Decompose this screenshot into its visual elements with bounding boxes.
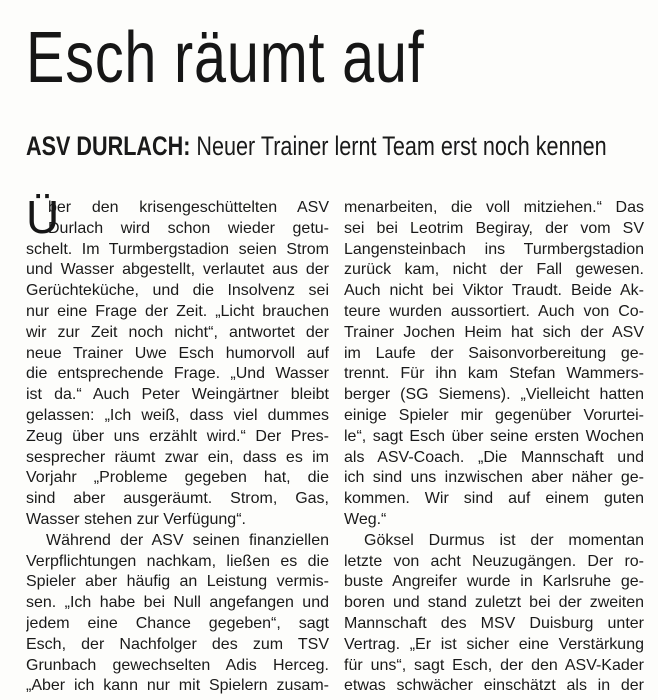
dropcap-letter: Ü [26,191,60,243]
text-line: buste Angreifer wurde in Karlsruhe ge- [344,573,644,591]
text-line: Trainer Jochen Heim hat sich der ASV [344,323,644,341]
text-line: schelt. Im Turmbergstadion seien Strom [26,240,329,258]
text-line: trennt. Für ihn kam Stefan Wammers- [344,365,644,383]
text-line: teure wurden aussortiert. Auch von Co- [344,302,644,320]
text-line: Grunbach gewechselten Adis Herceg. [26,656,329,674]
text-line: Zeug über uns erzählt wird.“ Der Pres- [26,427,329,445]
text-line: und Wasser abgestellt, verlautet aus der [26,261,329,279]
text-line: Wasser stehen zur Verfügung“. [26,510,246,528]
text-line: zurück kam, nicht der Fall gewesen. [344,261,644,279]
text-line: „Aber ich kann nur mit Spielern zusam- [26,677,329,695]
text-line: Esch, der Nachfolger des zum TSV [26,635,329,653]
dropcap-block [26,191,329,243]
text-line: als ASV-Coach. „Die Mannschaft und [344,448,644,466]
text-line: einige Spieler mir gegenüber Vorurtei- [344,406,644,424]
text-line: sen. „Ich habe bei Null angefangen und [26,594,329,612]
text-line: sei bei Leotrim Begiray, der vom SV [344,219,644,237]
text-line: Spieler aber häufig an Leistung vermis- [26,573,329,591]
article-column-right [344,198,644,697]
text-line: berger (SG Siemens). „Vielleicht hatten [344,386,644,404]
text-line: wir zur Zeit noch nicht“, antwortet der [26,323,329,341]
text-line: ber den krisengeschüttelten ASV [48,199,329,216]
text-line: Vorjahr „Probleme gegeben hat, die [26,469,329,487]
text-line: Auch nicht bei Viktor Traudt. Beide Ak- [344,282,644,300]
text-line: Göksel Durmus ist der momentan [364,531,644,549]
subheadline [26,130,607,162]
article-column-left [26,191,329,697]
text-line: le“, sagt Esch über seine ersten Wochen [344,427,644,445]
text-line: Weg.“ [344,510,387,528]
text-line: Langensteinbach ins Turmbergstadion [344,240,644,258]
text-line: sesprecher räumt zwar ein, dass es im [26,448,329,466]
text-line: Gerüchteküche, und die Insolvenz sei [26,282,329,300]
text-line: letzte von acht Neuzugängen. Der ro- [344,552,644,570]
text-line: ist da.“ Auch Peter Weingärtner bleibt [26,386,329,404]
text-line: jedem eine Chance gegeben“, sagt [26,614,329,632]
text-line: gelassen: „Ich weiß, dass viel dummes [26,406,329,424]
text-line: die entsprechende Frage. „Und Wasser [26,365,329,383]
text-line: sind aber ausgeräumt. Strom, Gas, [26,490,329,508]
text-line: nur eine Frage der Zeit. „Licht brauchen [26,302,329,320]
text-line: neue Trainer Uwe Esch humorvoll auf [26,344,329,362]
text-line: menarbeiten, die voll mitziehen.“ Das [344,199,644,216]
text-line: Durlach wird schon wieder getu- [48,219,329,237]
headline: Esch räumt auf [26,18,425,98]
text-line: kommen. Wir sind auf einem guten [344,490,644,508]
text-line: etwas schwächer einschätzt als in der [344,677,644,695]
text-line: ich sind uns inzwischen aber näher ge- [344,469,644,487]
subheadline-kicker: ASV DURLACH: [26,131,191,161]
text-line: boren und stand zuletzt bei der zweiten [344,594,644,612]
text-line: Mannschaft des MSV Duisburg unter [344,614,644,632]
text-line: Verpflichtungen nachkam, ließen es die [26,552,329,570]
text-line: Während der ASV seinen finanziellen [46,531,329,549]
text-line: Vertrag. „Er ist sicher eine Verstärkung [344,635,644,653]
text-line: für uns“, sagt Esch, der den ASV-Kader [344,656,644,674]
text-line: im Laufe der Saisonvorbereitung ge- [344,344,644,362]
subheadline-text: Neuer Trainer lernt Team erst noch kennen [190,131,607,161]
